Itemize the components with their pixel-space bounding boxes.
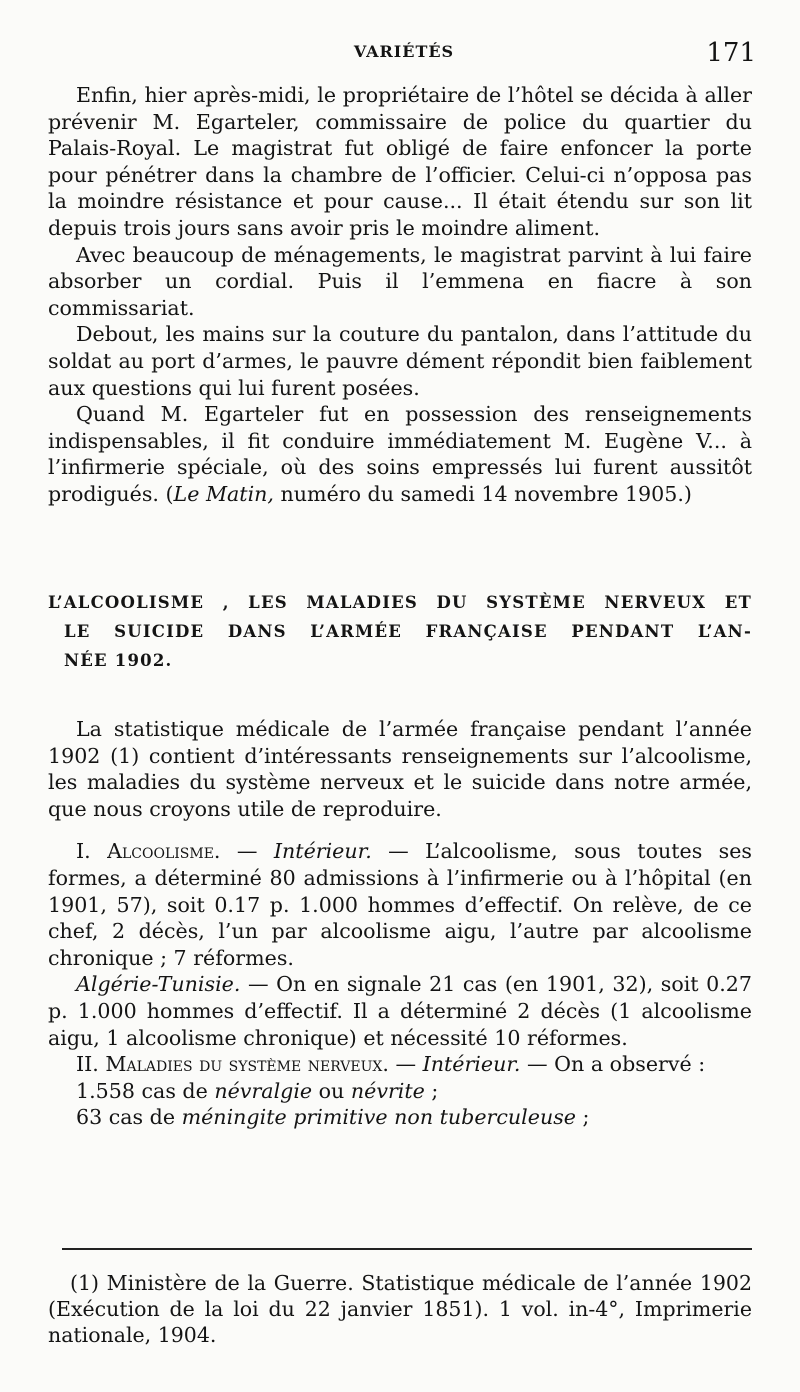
section-text: — On en signale 21 cas (en 1901, 32), soit 0.27 p. 1.000 hommes d’effectif. Il a déterminé 2 décès (1 alcoolisme aigu, 1 alcoolisme chronique) et nécessité 10 réformes. (48, 972, 752, 1050)
paragraph: Debout, les mains sur la couture du pantalon, dans l’attitude du soldat au port d’armes, le pauvre dément répondit bien faiblement aux questions qui lui furent posées. (48, 322, 752, 400)
conjunction: ou (312, 1078, 351, 1103)
section-algerie (48, 971, 752, 1051)
paragraph: Avec beaucoup de ménagements, le magistrat parvint à lui faire absorber un cordial. Puis il l’emmena en fiacre à son commissariat. (48, 242, 752, 320)
diagnosis: méningite primitive non tuberculeuse (181, 1105, 576, 1130)
list-item (48, 1104, 752, 1131)
footnote-text: (1) Ministère de la Guerre. Statistique médicale de l’année 1902 (Exécution de la loi du 22 janvier 1851). 1 vol. in-4°, Imprimerie nationale, 1904. (48, 1271, 752, 1347)
heading-line: NÉE 1902. (64, 651, 173, 670)
heading-line: LE SUICIDE DANS L’ARMÉE FRANÇAISE PENDANT L’AN- (64, 622, 752, 641)
footnote (48, 1270, 752, 1348)
footnote-rule (62, 1248, 752, 1250)
section-number: I. (76, 839, 108, 864)
running-head (48, 38, 760, 68)
section-maladies-nerveuses (48, 1051, 752, 1078)
intro-paragraph: La statistique médicale de l’armée française pendant l’année 1902 (1) contient d’intéressants renseignements sur l’alcoolisme, les maladies du système nerveux et le suicide dans notre armée, que nous croyons utile de reproduire. (48, 717, 752, 821)
list-item (48, 1078, 752, 1105)
section-text: — L’alcoolisme, sous toutes ses formes, a déterminé 80 admissions à l’infirmerie ou à l’hôpital (en 1901, 57), soit 0.17 p. 1.000 hommes d’effectif. On relève, de ce chef, 2 décès, l’un par alcoolisme aigu, l’autre par alcoolisme chronique ; 7 réformes. (48, 839, 752, 970)
punctuation: ; (424, 1078, 439, 1103)
diagnosis: névralgie (214, 1078, 313, 1103)
section-text: — On a observé : (520, 1052, 706, 1077)
section-number: II. (76, 1052, 106, 1077)
case-list (48, 1078, 752, 1131)
case-count: 63 cas de (76, 1105, 182, 1130)
region-label: Intérieur. (422, 1052, 521, 1077)
article-continuation (48, 82, 752, 508)
dash: — (388, 1052, 423, 1077)
section-heading (48, 588, 752, 675)
running-title: VARIÉTÉS (353, 42, 455, 61)
paragraph-with-citation (48, 401, 752, 507)
page-number: 171 (706, 38, 756, 68)
region-label: Intérieur. (273, 839, 372, 864)
source-title: Le Matin, (173, 481, 274, 506)
diagnosis: névrite (350, 1078, 425, 1103)
case-count: 1.558 cas de (76, 1078, 215, 1103)
section-alcoolisme (48, 838, 752, 971)
punctuation: ; (575, 1105, 590, 1130)
region-label: Algérie-Tunisie. (76, 972, 241, 997)
section-title: Maladies du système nerveux. (105, 1052, 389, 1077)
dash: — (220, 839, 274, 864)
heading-line: L’ALCOOLISME , LES MALADIES DU SYSTÈME NERVEUX ET (48, 593, 752, 612)
section-title: Alcoolisme. (107, 839, 221, 864)
article-body (48, 716, 752, 1131)
paragraph-text: Quand M. Egarteler fut en possession des renseignements indispensables, il fit conduire immédiatement M. Eugène V... à l’infirmerie spéciale, où des soins empressés lui furent aussitôt prodigués. ( (48, 402, 752, 506)
citation-tail: numéro du samedi 14 novembre 1905.) (273, 481, 692, 506)
paragraph: Enfin, hier après-midi, le propriétaire de l’hôtel se décida à aller prévenir M. Egarteler, commissaire de police du quartier du Palais-Royal. Le magistrat fut obligé de faire enfoncer la porte pour pénétrer dans la chambre de l’officier. Celui-ci n’opposa pas la moindre résistance et pour cause... Il était étendu sur son lit depuis trois jours sans avoir pris le moindre aliment. (48, 83, 752, 240)
